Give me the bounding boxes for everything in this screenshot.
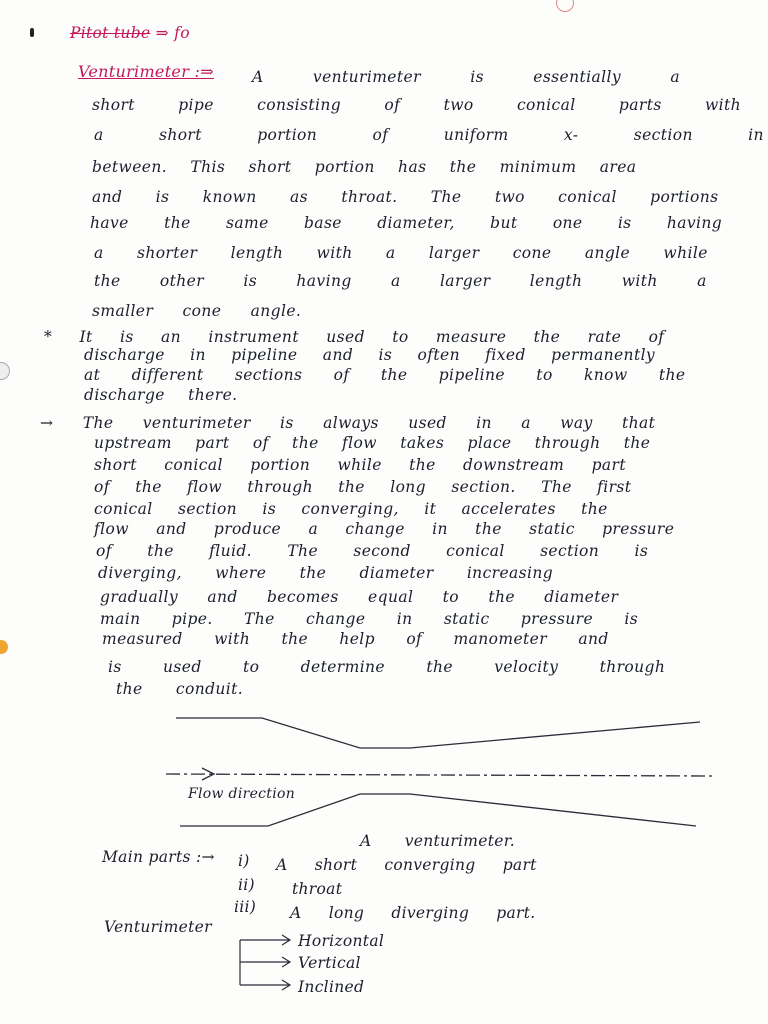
part-item-number: ii) [238,876,255,894]
part-item-number: iii) [234,898,257,916]
text-line: and is known as throat. The two conical portions [92,188,719,206]
flow-direction-label: Flow direction [188,786,296,802]
text-line: main pipe. The change in static pressure is [100,610,639,628]
type-item-inclined: Inclined [298,978,365,996]
text-line: upstream part of the flow takes place through the [94,434,651,452]
diagram-caption: A venturimeter. [360,832,516,850]
text-line: the conduit. [116,680,244,698]
text-line: smaller cone angle. [92,302,302,320]
text-line: the other is having a larger length with a [94,272,707,290]
text-line: flow and produce a change in the static pressure [94,520,675,538]
part-item-number: i) [238,852,250,870]
text-line: → The venturimeter is always used in a way that [40,414,656,432]
text-line: measured with the help of manometer and [102,630,609,648]
text-line: discharge in pipeline and is often fixed permanently [84,346,656,364]
text-line: of the fluid. The second conical section is [96,542,649,560]
text-line: a shorter length with a larger cone angle while [94,244,708,262]
types-bracket [240,935,290,990]
part-item: A long diverging part. [290,904,536,922]
main-parts-label: Main parts :→ [102,848,215,866]
text-line: * It is an instrument used to measure the rate of [44,328,665,346]
pipe-upper-wall [176,718,700,748]
part-item: throat [292,880,343,898]
text-line: a short portion of uniform x- section in [94,126,764,144]
text-line: discharge there. [84,386,238,404]
text-line: of the flow through the long section. The first [94,478,632,496]
text-line: at different sections of the pipeline to know the [84,366,686,384]
text-line: short conical portion while the downstream part [94,456,626,474]
flow-centerline [166,774,712,776]
text-line: conical section is converging, it accelerates the [94,500,608,518]
type-item-vertical: Vertical [298,954,361,972]
part-item: A short converging part [276,856,537,874]
text-line: have the same base diameter, but one is having [90,214,723,232]
text-line: diverging, where the diameter increasing [98,564,554,582]
page-title: Venturimeter :⇒ [78,62,214,81]
text-line: short pipe consisting of two conical parts with [92,96,742,114]
types-label: Venturimeter [104,918,212,936]
type-item-horizontal: Horizontal [298,932,385,950]
text-line: is used to determine the velocity through [108,658,666,676]
text-line: A venturimeter is essentially a [252,68,680,86]
struck-heading: Pitot tube ⇒ fo [70,24,190,42]
text-line: between. This short portion has the minimum area [92,158,637,176]
text-line: gradually and becomes equal to the diameter [100,588,619,606]
